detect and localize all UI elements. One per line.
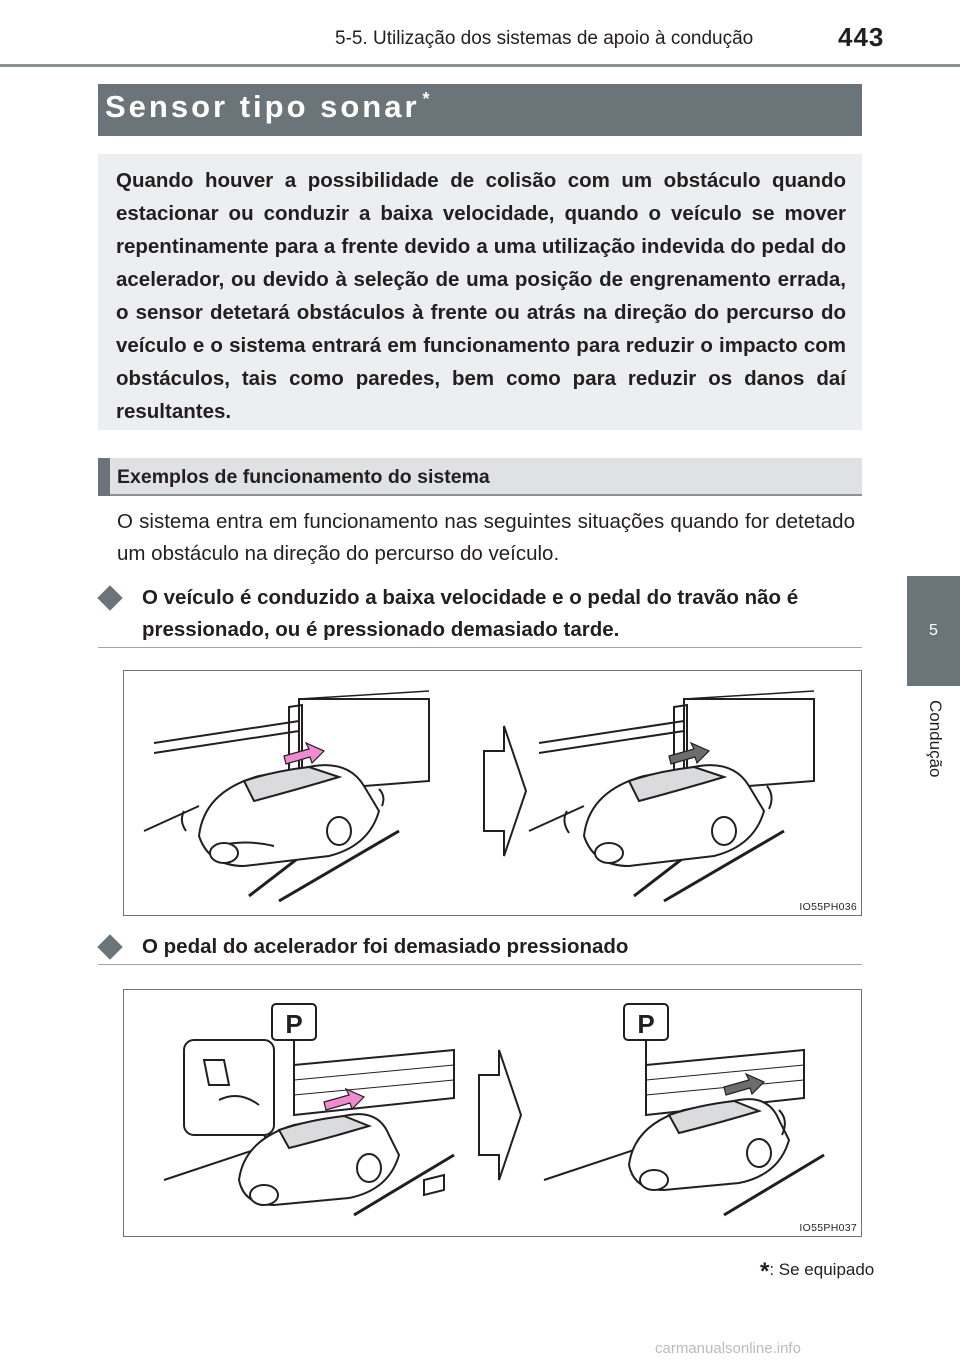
- page-title: [105, 89, 430, 125]
- figure-2: [123, 989, 862, 1237]
- parking-sign-1: P: [285, 1009, 303, 1039]
- figure-id-1: IO55PH036: [799, 901, 857, 913]
- chapter-label: Condução: [926, 700, 945, 778]
- footnote: [760, 1258, 874, 1286]
- body-paragraph: O sistema entra em funcionamento nas seguintes situações quando for detetado um obstáculo na direção do percurso do veículo.: [117, 510, 855, 565]
- page-title-text: Sensor tipo sonar: [105, 89, 420, 124]
- header-section-title: 5-5. Utilização dos sistemas de apoio à condução: [335, 28, 754, 49]
- footnote-text: : Se equipado: [769, 1260, 875, 1279]
- figure-1: [123, 670, 862, 916]
- diamond-bullet-icon: [97, 934, 122, 959]
- subheading-accent: [98, 458, 110, 496]
- title-asterisk: *: [422, 89, 430, 109]
- watermark: carmanualsonline.info: [655, 1340, 801, 1357]
- bullet-heading-2: O pedal do acelerador foi demasiado pressionado: [142, 935, 629, 958]
- figure-id-2: IO55PH037: [799, 1222, 857, 1234]
- parking-sign-2: P: [637, 1009, 655, 1039]
- page-number: 443: [838, 22, 885, 52]
- bullet-divider-1: [98, 647, 862, 648]
- accelerator-collision-illustration: [124, 990, 860, 1235]
- chapter-tab: 5: [907, 576, 960, 686]
- bullet-heading-1: O veículo é conduzido a baixa velocidade e o pedal do travão não é pressionado, ou é pressionado demasiado tarde.: [142, 586, 799, 641]
- intro-text: Quando houver a possibilidade de colisão com um obstáculo quando estacionar ou conduzir a baixa velocidade, quando o veículo se mover repentinamente para a frente devido a uma utilização indevida do pedal do acelerador, ou devido à seleção de uma posição de engrenamento errada, o sensor detetará obstáculos à frente ou atrás na direção do percurso do veículo e o sistema entrará em funcionamento para reduzir o impacto com obstáculos, tais como paredes, bem como para reduzir os danos daí resultantes.: [116, 169, 846, 423]
- header-divider: [0, 64, 960, 67]
- footnote-asterisk: *: [760, 1258, 770, 1285]
- subheading: Exemplos de funcionamento do sistema: [117, 466, 490, 488]
- bullet-divider-2: [98, 964, 862, 965]
- diamond-bullet-icon: [97, 585, 122, 610]
- car-collision-illustration: [124, 671, 860, 914]
